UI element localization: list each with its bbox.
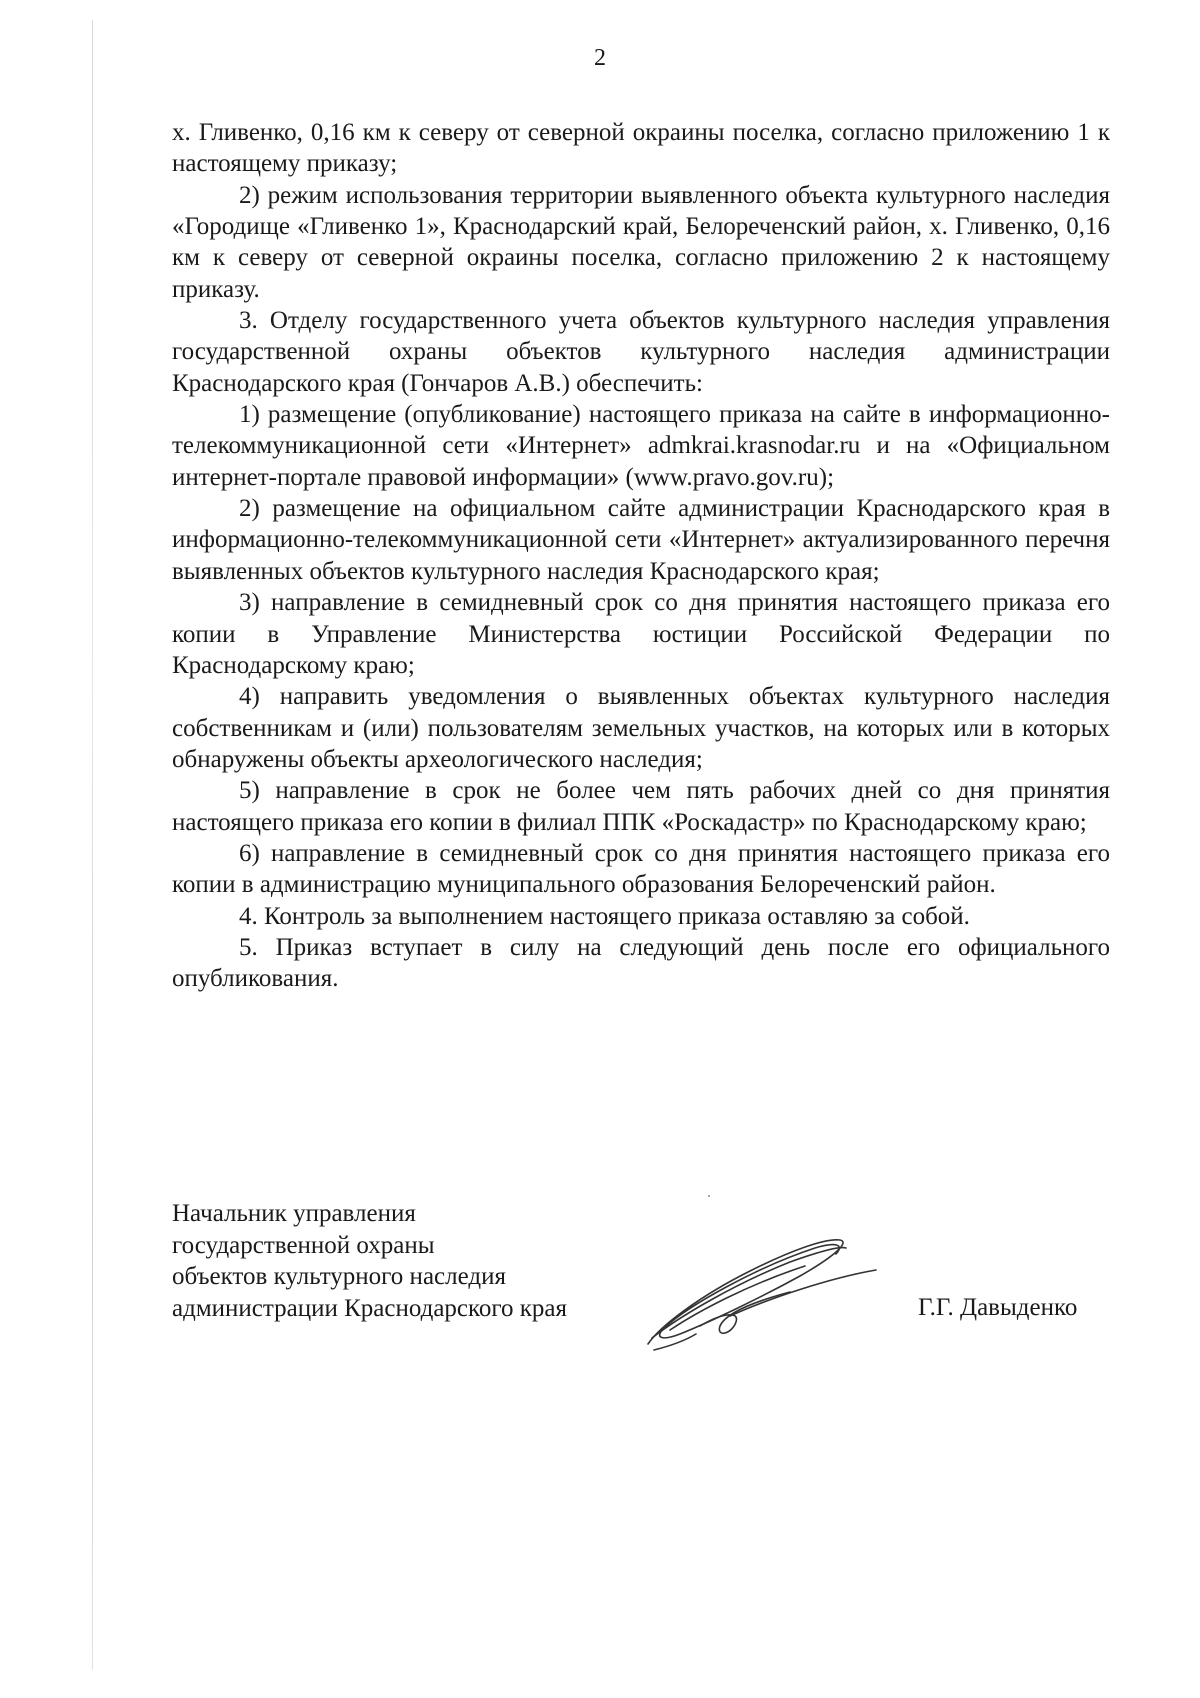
position-line: Начальник управления xyxy=(172,1200,416,1227)
signer-name: Г.Г. Давыденко xyxy=(918,1294,1078,1321)
paragraph-section-4: 4. Контроль за выполнением настоящего приказа оставляю за собой. xyxy=(239,902,970,930)
page-number: 2 xyxy=(594,45,606,71)
signatory-position xyxy=(172,1198,632,1324)
scan-edge-line xyxy=(92,20,93,1670)
position-line: объектов культурного наследия xyxy=(172,1263,506,1290)
paragraph-item-2-regime: 2) режим использования территории выявленного объекта культурного наследия «Городище «Гливенко 1», Краснодарский край, Белореченский район, х. Гливенко, 0,16 км к северу от северной окраины поселка, согласно приложению 2 к настоящему приказу. xyxy=(172,181,1110,303)
paragraph-item-5-roskadastr: 5) направление в срок не более чем пять рабочих дней со дня принятия настоящего приказа его копии в филиал ППК «Роскадастр» по Краснодарскому краю; xyxy=(172,777,1110,836)
paragraph-item-2-website: 2) размещение на официальном сайте администрации Краснодарского края в информационно-телекоммуникационной сети «Интернет» актуализированного перечня выявленных объектов культурного наследия Краснодарского края; xyxy=(172,495,1110,585)
handwritten-signature xyxy=(640,1226,880,1356)
paragraph-section-5: 5. Приказ вступает в силу на следующий день после его официального опубликования. xyxy=(172,933,1110,993)
paragraph-continuation: х. Гливенко, 0,16 км к северу от северной окраины поселка, согласно приложению 1 к настоящему приказу; xyxy=(172,119,1110,178)
position-line: государственной охраны xyxy=(172,1231,435,1259)
paragraph-item-6-municipality: 6) направление в семидневный срок со дня принятия настоящего приказа его копии в администрацию муниципального образования Белореченский район. xyxy=(172,839,1110,899)
paragraph-section-3: 3. Отделу государственного учета объектов культурного наследия управления государственной охраны объектов культурного наследия администрации Краснодарского края (Гончаров А.В.) обеспечить: xyxy=(172,307,1110,397)
paragraph-item-3-ministry: 3) направление в семидневный срок со дня принятия настоящего приказа его копии в Управление Министерства юстиции Российской Федерации по Краснодарскому краю; xyxy=(172,589,1110,679)
document-body xyxy=(172,117,1110,995)
paragraph-item-4-notifications: 4) направить уведомления о выявленных объектах культурного наследия собственникам и (или) пользователям земельных участков, на которых или в которых обнаружены объекты археологического наследия; xyxy=(172,683,1110,773)
scan-speck xyxy=(708,1195,710,1197)
position-line: администрации Краснодарского края xyxy=(172,1294,568,1322)
paragraph-item-1-publication: 1) размещение (опубликование) настоящего приказа на сайте в информационно-телекоммуникационной сети «Интернет» admkrai.krasnodar.ru и на «Официальном интернет-портале правовой информации» (www.pravo.gov.ru); xyxy=(172,401,1110,491)
